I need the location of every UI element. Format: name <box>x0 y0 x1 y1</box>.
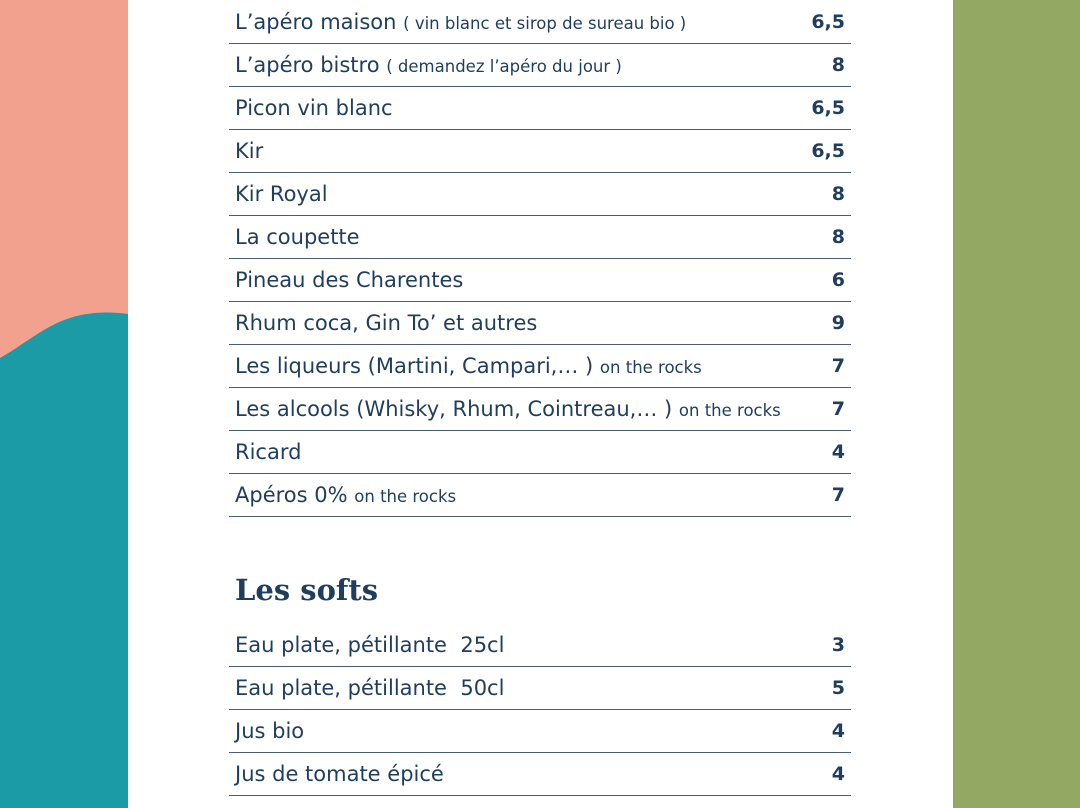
item-price: 7 <box>831 355 845 377</box>
menu-row <box>229 259 851 302</box>
item-name: Pineau des Charentes <box>235 268 464 292</box>
item-name: Jus de tomate épicé <box>235 762 444 786</box>
item-price: 3 <box>831 634 845 656</box>
menu-row <box>229 431 851 474</box>
item-name: Jus bio <box>235 719 305 743</box>
right-decorative-band <box>953 0 1080 808</box>
item-name: Eau plate, pétillante 25cl <box>235 633 505 657</box>
item-name: Kir <box>235 139 264 163</box>
item-name: L’apéro bistro ( demandez l’apéro du jour ) <box>235 53 622 77</box>
item-price: 6,5 <box>811 140 845 162</box>
menu-row <box>229 474 851 517</box>
menu-row <box>229 710 851 753</box>
drinks-menu <box>229 0 851 808</box>
section-title-softs: Les softs <box>235 573 379 607</box>
menu-row <box>229 753 851 796</box>
item-name: Apéros 0% on the rocks <box>235 483 457 507</box>
menu-row <box>229 302 851 345</box>
item-price: 7 <box>831 398 845 420</box>
item-name: L’apéro maison ( vin blanc et sirop de sureau bio ) <box>235 10 687 34</box>
menu-row <box>229 667 851 710</box>
menu-row <box>229 216 851 259</box>
menu-row <box>229 624 851 667</box>
menu-row <box>229 388 851 431</box>
wave-shape <box>0 0 128 808</box>
menu-row <box>229 345 851 388</box>
item-name: Les alcools (Whisky, Rhum, Cointreau,… ) on the rocks <box>235 397 781 421</box>
menu-row <box>229 44 851 87</box>
menu-row <box>229 173 851 216</box>
item-price: 5 <box>831 677 845 699</box>
item-price: 9 <box>831 312 845 334</box>
item-price: 8 <box>831 226 845 248</box>
item-name: Les liqueurs (Martini, Campari,… ) on the rocks <box>235 354 702 378</box>
item-price: 6 <box>831 269 845 291</box>
item-price: 4 <box>831 720 845 742</box>
item-price: 7 <box>831 484 845 506</box>
item-name: Rhum coca, Gin To’ et autres <box>235 311 538 335</box>
item-price: 8 <box>831 54 845 76</box>
item-name: Eau plate, pétillante 50cl <box>235 676 505 700</box>
item-price: 4 <box>831 763 845 785</box>
left-decorative-band <box>0 0 128 808</box>
item-price: 6,5 <box>811 97 845 119</box>
item-name: Kir Royal <box>235 182 328 206</box>
item-name: La coupette <box>235 225 360 249</box>
item-price: 8 <box>831 183 845 205</box>
item-name: Picon vin blanc <box>235 96 393 120</box>
item-name: Ricard <box>235 440 302 464</box>
menu-row <box>229 130 851 173</box>
item-price: 4 <box>831 441 845 463</box>
item-price: 6,5 <box>811 11 845 33</box>
menu-row <box>229 1 851 44</box>
menu-row <box>229 87 851 130</box>
